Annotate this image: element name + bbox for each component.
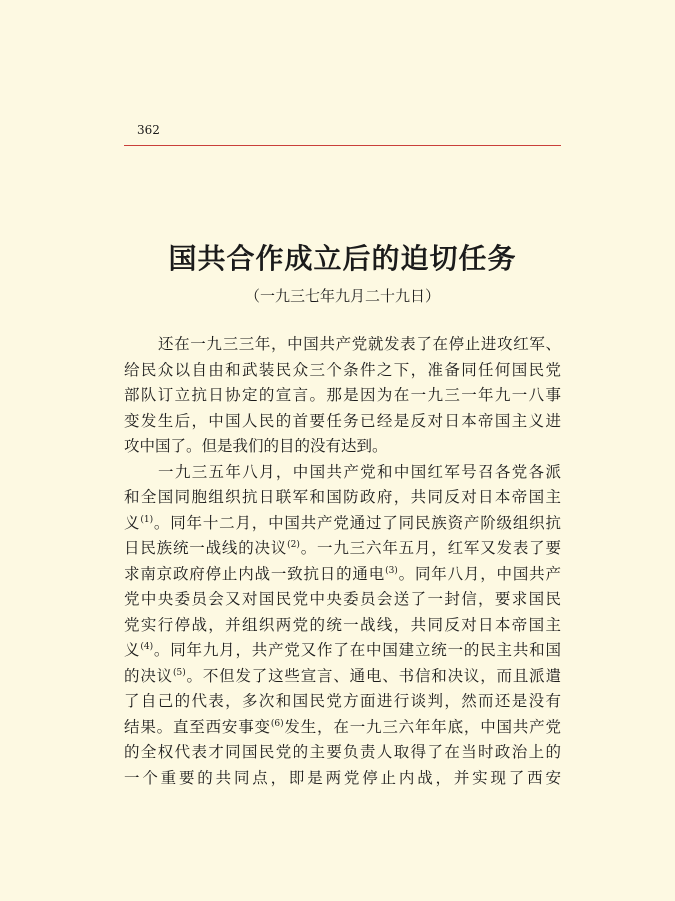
paragraph-2 bbox=[124, 460, 561, 792]
footnote-marker: (5) bbox=[172, 667, 186, 678]
text-line: 一个重要的共同点，即是两党停止内战，并实现了西安 bbox=[124, 768, 561, 787]
text-line bbox=[124, 562, 561, 588]
text-line: 给民众以自由和武装民众三个条件之下，准备同任何国民党 bbox=[124, 360, 561, 379]
text-segment: 义 bbox=[124, 513, 141, 532]
footnote-marker: (2) bbox=[287, 540, 300, 550]
text-line: 党实行停战，并组织两党的统一战线，共同反对日本帝国主 bbox=[124, 615, 561, 634]
text-segment: 的决议 bbox=[124, 666, 173, 685]
text-line bbox=[124, 536, 561, 562]
text-segment: 。同年八月，中国共产 bbox=[397, 564, 561, 583]
page-number: 362 bbox=[137, 123, 160, 137]
text-line bbox=[124, 511, 561, 537]
text-segment: 。不但发了这些宣言、通电、书信和决议，而且派遣 bbox=[185, 666, 561, 685]
text-segment: 求南京政府停止内战一致抗日的通电 bbox=[124, 564, 386, 583]
footnote-marker: (4) bbox=[140, 642, 154, 652]
text-line bbox=[124, 638, 561, 664]
text-segment: 义 bbox=[124, 641, 141, 659]
text-line: 一九三五年八月，中国共产党和中国红军号召各党各派 bbox=[158, 462, 561, 481]
text-line: 党中央委员会又对国民党中央委员会送了一封信，要求国民 bbox=[124, 590, 561, 608]
text-line: 和全国同胞组织抗日联军和国防政府，共同反对日本帝国主 bbox=[124, 488, 561, 506]
text-line: 攻中国了。但是我们的目的没有达到。 bbox=[124, 437, 388, 455]
article-body bbox=[124, 332, 561, 791]
text-line: 部队订立抗日协定的宣言。那是因为在一九三一年九一八事 bbox=[124, 386, 561, 404]
header-rule bbox=[124, 145, 561, 146]
article-title: 国共合作成立后的迫切任务 bbox=[168, 242, 517, 275]
text-segment: 。一九三六年五月，红军又发表了要 bbox=[299, 539, 561, 557]
footnote-marker: (6) bbox=[270, 718, 284, 729]
text-line bbox=[124, 715, 561, 741]
footnote-marker: (3) bbox=[385, 565, 398, 576]
text-segment: 。同年九月，共产党又作了在中国建立统一的民主共和国 bbox=[153, 641, 561, 659]
text-segment: 发生，在一九三六年年底，中国共产党 bbox=[283, 717, 561, 736]
text-line: 了自己的代表，多次和国民党方面进行谈判，然而还是没有 bbox=[124, 692, 561, 710]
text-line: 的全权代表才同国民党的主要负责人取得了在当时政治上的 bbox=[124, 743, 561, 761]
text-segment: 日民族统一战线的决议 bbox=[124, 539, 288, 557]
paragraph-1 bbox=[124, 332, 561, 460]
text-line: 变发生后，中国人民的首要任务已经是反对日本帝国主义进 bbox=[124, 411, 561, 430]
text-line bbox=[124, 664, 561, 690]
footnote-marker: (1) bbox=[140, 514, 154, 525]
text-segment: 。同年十二月，中国共产党通过了同民族资产阶级组织抗 bbox=[153, 513, 561, 532]
text-line: 还在一九三三年，中国共产党就发表了在停止进攻红军、 bbox=[158, 335, 561, 353]
article-date: （一九三七年九月二十九日） bbox=[244, 287, 440, 305]
text-segment: 结果。直至西安事变 bbox=[124, 717, 271, 736]
